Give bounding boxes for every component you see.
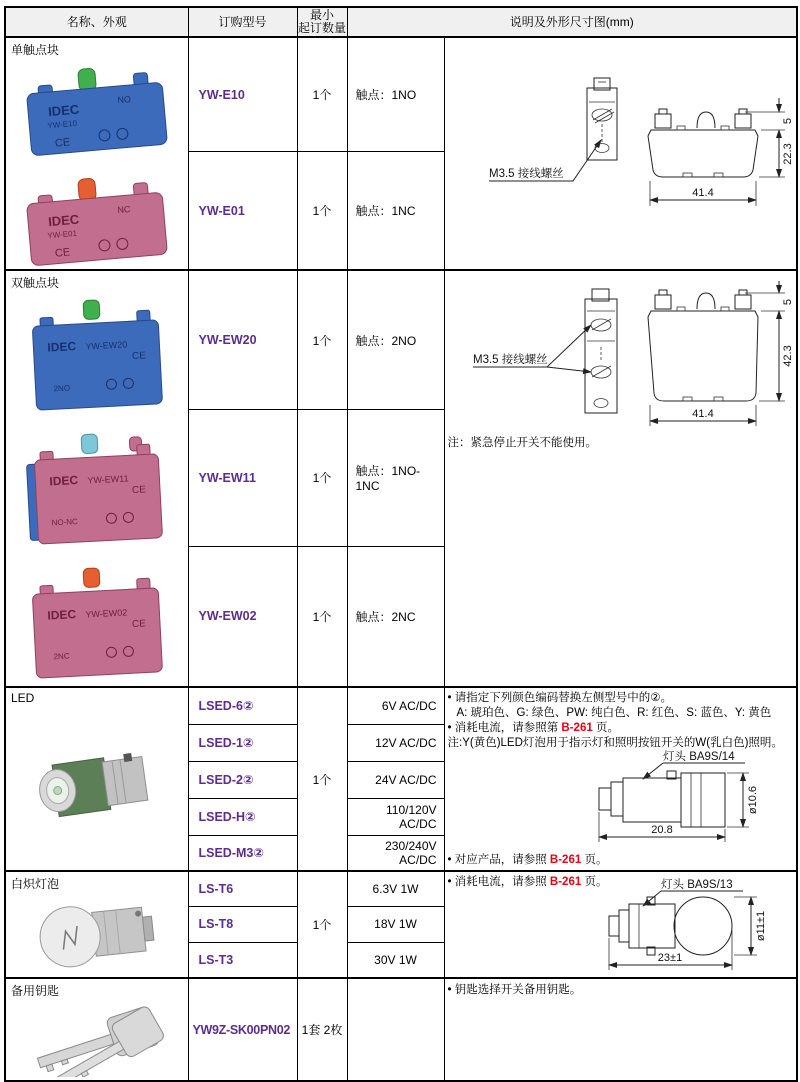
min-order-qty: 1个 — [297, 37, 347, 152]
photo-model: YW-E01 — [46, 228, 78, 241]
page-link[interactable]: B-261 — [549, 876, 582, 888]
yw-ew11-photo — [22, 431, 172, 549]
dim-length: 23±1 — [657, 952, 682, 964]
row-lsed-6 — [5, 687, 797, 724]
model-number: YW-E01 — [188, 152, 297, 270]
col-header-moq: 最小 起订数量 — [297, 8, 346, 35]
photo-brand: IDEC — [48, 472, 79, 489]
section-label: 单触点块 — [11, 43, 60, 57]
model-number: LS-T6 — [188, 871, 297, 907]
photo-contact-mark: NC — [116, 204, 131, 216]
voltage-spec: 12V AC/DC — [347, 724, 444, 761]
ce-mark: CE — [131, 618, 146, 631]
model-number: LS-T3 — [188, 942, 297, 978]
screw-label: M3.5 接线螺丝 — [488, 168, 564, 180]
photo-contact-mark: 2NC — [53, 651, 70, 662]
model-number: LSED-M3② — [188, 835, 297, 871]
dim-length: 20.8 — [650, 824, 673, 836]
row-yw-e10 — [5, 37, 797, 152]
page-link[interactable]: B-261 — [549, 854, 582, 866]
double-block-dimension-drawing — [444, 270, 797, 687]
photo-contact-mark: NO — [116, 93, 132, 106]
voltage-spec: 6V AC/DC — [347, 687, 444, 724]
led-product-reference: • 对应产品，请参照 B-261 页。 — [447, 854, 608, 866]
voltage-spec: 230/240V AC/DC — [347, 835, 444, 871]
model-number: LSED-H② — [188, 798, 297, 835]
lamp-base-label: 灯头 BA9S/13 — [660, 879, 733, 891]
row-ls-t6 — [5, 871, 797, 907]
dimension-drawing-svg — [445, 277, 798, 429]
model-number: LSED-2② — [188, 761, 297, 798]
bulb-photo — [32, 894, 162, 974]
min-order-qty: 1个 — [297, 410, 347, 547]
model-number: LS-T8 — [188, 907, 297, 943]
dim-height: 42.3 — [781, 345, 794, 367]
model-number: YW-EW02 — [188, 546, 297, 687]
voltage-spec: 24V AC/DC — [347, 761, 444, 798]
bulb-dimension-drawing — [603, 876, 781, 976]
bulb-name-cell — [5, 871, 188, 978]
section-label: 白炽灯泡 — [11, 877, 60, 891]
bulb-description-cell — [444, 871, 797, 978]
key-description: • 钥匙选择开关备用钥匙。 — [447, 984, 582, 996]
bulb-current-reference: • 消耗电流，请参照 B-261 页。 — [447, 876, 608, 888]
min-order-qty: 1个 — [297, 270, 347, 410]
led-description-cell — [444, 687, 797, 871]
key-name-cell — [5, 978, 188, 1081]
voltage-spec: 30V 1W — [347, 942, 444, 978]
photo-contact-mark: 2NO — [53, 383, 71, 394]
model-number: YW-EW20 — [188, 270, 297, 410]
screw-label: M3.5 接线螺丝 — [472, 354, 548, 366]
contact-spec: 触点：2NO — [347, 270, 444, 410]
model-number: LSED-1② — [188, 724, 297, 761]
dim-top: 5 — [781, 117, 794, 125]
col-header-name: 名称、外观 — [5, 7, 188, 37]
contact-spec: 触点：2NC — [347, 546, 444, 687]
voltage-spec: 6.3V 1W — [347, 871, 444, 907]
row-yw-ew20 — [5, 270, 797, 410]
page-link[interactable]: B-261 — [561, 722, 593, 734]
ce-mark: CE — [54, 136, 71, 150]
min-order-qty: 1套 2枚 — [297, 978, 347, 1081]
product-spec-table — [4, 6, 798, 1082]
dim-width: 41.4 — [691, 408, 714, 420]
photo-contact-mark: NO-NC — [51, 517, 78, 528]
ce-mark: CE — [131, 350, 146, 363]
photo-brand: IDEC — [47, 101, 80, 120]
section-label: 双触点块 — [11, 276, 60, 290]
section-label: 备用钥匙 — [11, 984, 60, 998]
photo-model: YW-E10 — [46, 118, 78, 131]
ce-mark: CE — [131, 484, 146, 497]
dim-diameter: ø11±1 — [754, 910, 767, 942]
col-header-model: 订购型号 — [188, 7, 297, 37]
led-color-codes-line2: A: 琥珀色、G: 绿色、PW: 纯白色、R: 红色、S: 蓝色、Y: 黄色 — [456, 707, 772, 719]
photo-model: YW-EW20 — [84, 339, 128, 352]
min-order-qty: 1个 — [297, 546, 347, 687]
dim-width: 41.4 — [691, 187, 714, 199]
photo-brand: IDEC — [47, 211, 80, 230]
yw-ew20-photo — [22, 297, 172, 415]
voltage-spec: 18V 1W — [347, 907, 444, 943]
dimension-drawing-svg — [445, 60, 798, 234]
model-number: LSED-6② — [188, 687, 297, 724]
row-spare-key — [5, 978, 797, 1081]
photo-brand: IDEC — [46, 339, 77, 355]
contact-spec: 触点：1NO — [347, 37, 444, 152]
col-header-desc: 说明及外形尺寸图(mm) — [347, 7, 797, 37]
contact-spec: 触点：1NC — [347, 152, 444, 270]
dim-diameter: ø10.6 — [746, 785, 759, 815]
led-color-codes-line1: • 请指定下列颜色编码替换左侧型号中的②。 — [447, 692, 673, 704]
yw-e10-photo — [21, 64, 173, 156]
model-number: YW9Z-SK00PN02 — [188, 978, 297, 1081]
lamp-base-label: 灯头 BA9S/14 — [662, 751, 735, 763]
yw-e01-photo — [21, 174, 173, 266]
section-label: LED — [11, 691, 35, 705]
led-lamp-dimension-drawing — [593, 748, 765, 850]
led-yellow-note: 注:Y(黄色)LED灯泡用于指示灯和照明按钮开关的W(乳白色)照明。 — [447, 737, 783, 749]
yw-ew02-photo — [22, 565, 172, 683]
photo-model: YW-EW11 — [86, 473, 129, 486]
photo-brand: IDEC — [46, 607, 77, 623]
double-block-note: 注：紧急停止开关不能使用。 — [447, 437, 597, 449]
model-number: YW-E10 — [188, 37, 297, 152]
key-description-cell — [444, 978, 797, 1081]
header-row — [5, 7, 797, 37]
ce-mark: CE — [54, 246, 71, 260]
single-block-dimension-drawing — [444, 37, 797, 270]
photo-model: YW-EW02 — [84, 607, 128, 620]
led-name-cell — [5, 687, 188, 871]
dim-top: 5 — [781, 298, 794, 306]
min-order-qty: 1个 — [297, 152, 347, 270]
min-order-qty: 1个 — [297, 687, 347, 871]
double-block-name-cell — [5, 270, 188, 687]
model-number: YW-EW11 — [188, 410, 297, 547]
led-lamp-photo — [27, 733, 167, 829]
contact-spec: 触点：1NO-1NC — [347, 410, 444, 547]
spare-keys-photo — [17, 1005, 177, 1077]
led-current-reference: • 消耗电流，请参照第 B-261 页。 — [447, 722, 619, 734]
min-order-qty: 1个 — [297, 871, 347, 978]
single-block-name-cell — [5, 37, 188, 270]
empty-spec-cell — [347, 978, 444, 1081]
dim-height: 22.3 — [781, 143, 794, 165]
voltage-spec: 110/120V AC/DC — [347, 798, 444, 835]
